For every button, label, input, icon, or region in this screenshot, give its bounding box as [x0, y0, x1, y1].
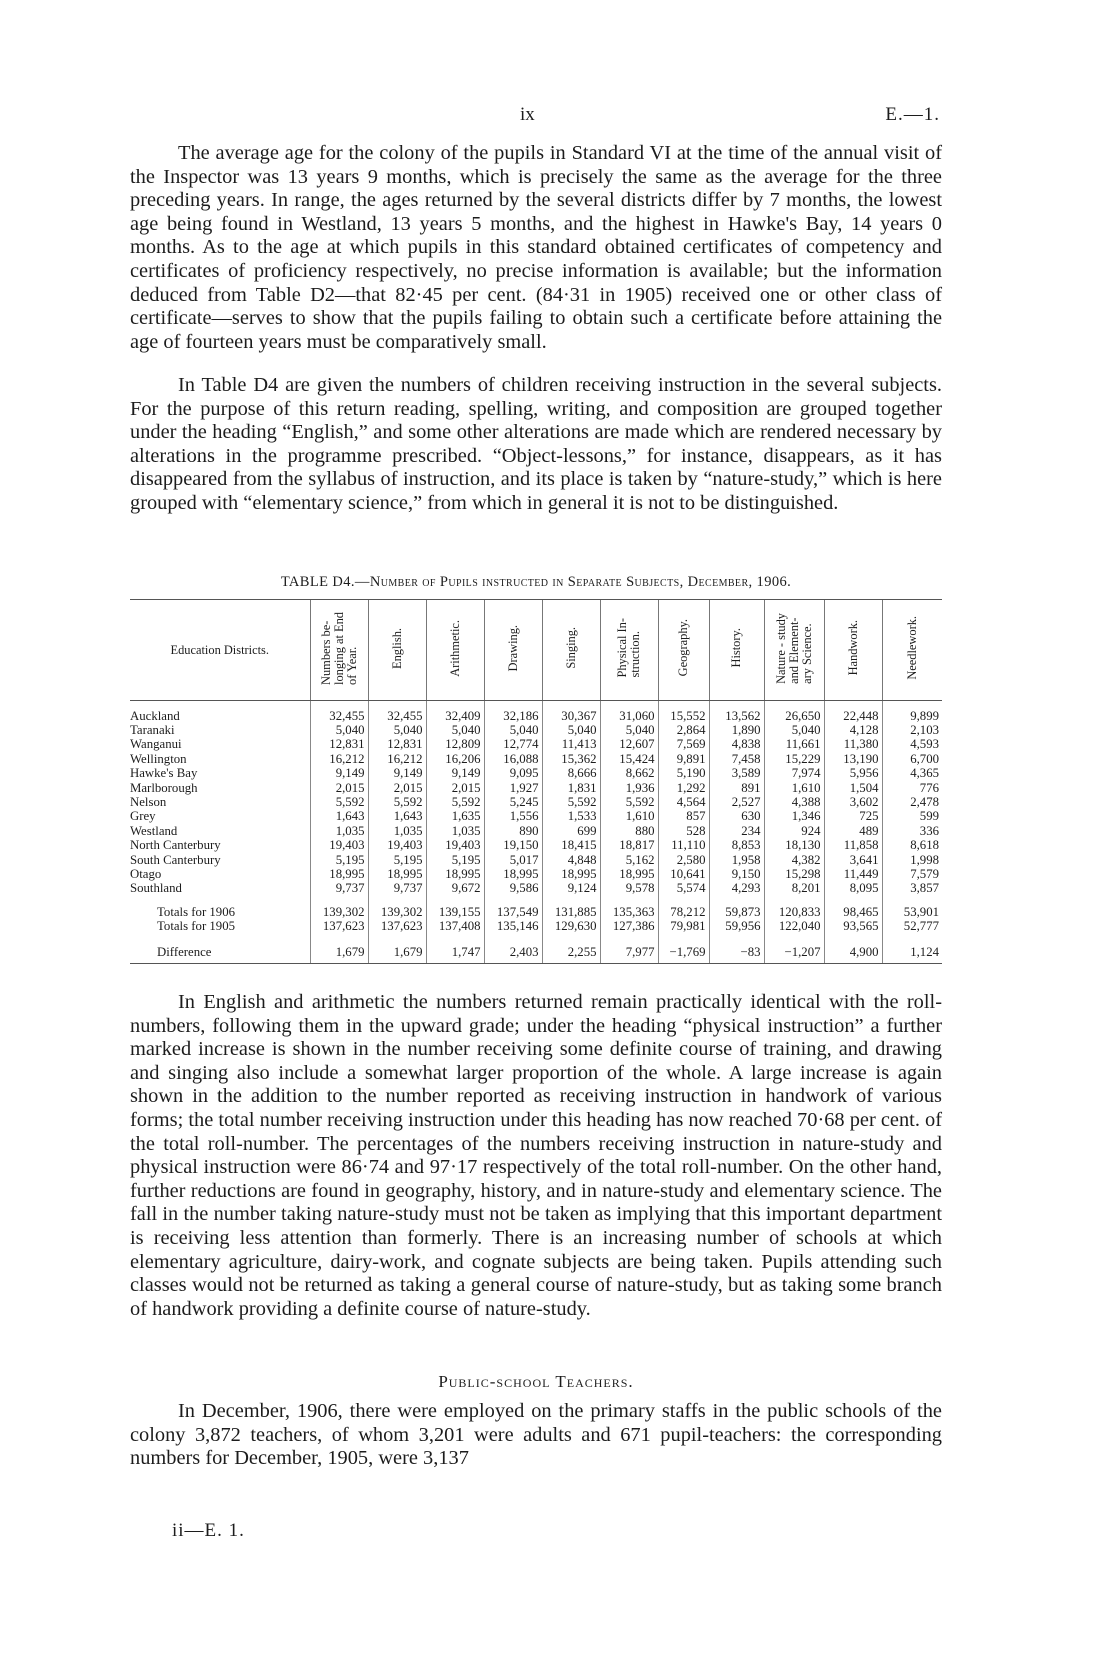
table-cell: 8,662: [600, 766, 658, 780]
table-cell: 5,017: [484, 853, 542, 867]
table-cell: 890: [484, 824, 542, 838]
table-cell: 13,190: [824, 752, 882, 766]
table-cell: −83: [709, 943, 764, 964]
table-cell: 4,365: [882, 766, 942, 780]
table-cell: 78,212: [658, 905, 709, 919]
table-cell: 6,700: [882, 752, 942, 766]
table-cell: 1,504: [824, 781, 882, 795]
table-cell: 7,579: [882, 867, 942, 881]
table-cell: 5,245: [484, 795, 542, 809]
table-cell: 336: [882, 824, 942, 838]
table-cell: 26,650: [764, 709, 824, 723]
table-cell: 59,873: [709, 905, 764, 919]
table-cell: 16,206: [426, 752, 484, 766]
row-label: Difference: [130, 943, 310, 964]
table-cell: 12,831: [368, 737, 426, 751]
table-cell: 32,186: [484, 709, 542, 723]
column-header: Singing.: [542, 600, 600, 701]
table-cell: 129,630: [542, 919, 600, 933]
table-cell: 15,362: [542, 752, 600, 766]
spacer-cell: [368, 701, 426, 709]
table-cell: 120,833: [764, 905, 824, 919]
table-cell: 1,890: [709, 723, 764, 737]
row-label: Wanganui: [130, 737, 182, 752]
table-cell: 4,128: [824, 723, 882, 737]
row-label: Wellington: [130, 751, 187, 766]
table-cell: 1,643: [368, 809, 426, 823]
table-cell: 15,552: [658, 709, 709, 723]
table-cell: 5,040: [426, 723, 484, 737]
paragraph-text: In December, 1906, there were employed on the primary staffs in the public schools of the colony 3,872 teachers, of whom 3,201 were adults and 671 pupil-teachers: the corresponding numbers for December, 1905, were 3,137: [130, 1400, 942, 1470]
table-cell: 1,035: [368, 824, 426, 838]
table-cell: 32,455: [368, 709, 426, 723]
table-cell: 4,848: [542, 853, 600, 867]
table-cell: 9,891: [658, 752, 709, 766]
spacer-cell: [709, 701, 764, 709]
table-cell: 528: [658, 824, 709, 838]
table-cell: 5,956: [824, 766, 882, 780]
column-header: Drawing.: [484, 600, 542, 701]
table-cell: 30,367: [542, 709, 600, 723]
row-label: Southland: [130, 881, 182, 896]
table-cell: −1,207: [764, 943, 824, 964]
table-cell: 776: [882, 781, 942, 795]
table-cell: 18,995: [600, 867, 658, 881]
table-cell: 8,618: [882, 838, 942, 852]
paragraph-text: In English and arithmetic the numbers returned remain practically identical with the roll-numbers, following them in the upward grade; under the heading “physical instruction” a further marked increase is shown in the number receiving some definite course of training, and drawing and singing also include a somewhat larger proportion of the whole. A large increase is again shown in the addition to the number reported as receiving instruction in handwork of various forms; the total number receiving instruction under this heading has now reached 70·68 per cent. of the total roll-number. The percentages of the numbers receiving instruction in nature-study and physical instruction were 86·74 and 97·17 respectively of the total roll-number. On the other hand, further reductions are found in geography, history, and in nature-study and elementary science. The fall in the number taking nature-study must not be taken as implying that this important department is receiving less attention than formerly. There is an increasing number of schools at which elementary agriculture, dairy-work, and cognate subjects are being taken. Pupils attending such classes would not be returned as taking a general course of nature-study, but as taking some branch of handwork providing a definite course of nature-study.: [130, 991, 942, 1320]
table-cell: 3,602: [824, 795, 882, 809]
table-cell: 5,592: [368, 795, 426, 809]
table-cell: 5,040: [600, 723, 658, 737]
table-cell: 9,586: [484, 881, 542, 895]
table-cell: 2,255: [542, 943, 600, 964]
table-cell: 1,346: [764, 809, 824, 823]
row-label: Westland: [130, 823, 178, 838]
table-cell: 5,592: [600, 795, 658, 809]
table-cell: 122,040: [764, 919, 824, 933]
table-cell: 3,641: [824, 853, 882, 867]
table-cell: 924: [764, 824, 824, 838]
row-label: Marlborough: [130, 780, 198, 795]
table-cell: 11,449: [824, 867, 882, 881]
spacer-cell: [764, 896, 824, 905]
table-cell: 2,527: [709, 795, 764, 809]
table-cell: 1,556: [484, 809, 542, 823]
table-cell: 8,201: [764, 881, 824, 895]
table-cell: 32,409: [426, 709, 484, 723]
table-cell: 98,465: [824, 905, 882, 919]
table-cell: 13,562: [709, 709, 764, 723]
table-cell: 15,424: [600, 752, 658, 766]
table-cell: 489: [824, 824, 882, 838]
table-cell: 3,857: [882, 881, 942, 895]
spacer-cell: [764, 701, 824, 709]
table-cell: 31,060: [600, 709, 658, 723]
district-row: [130, 781, 942, 795]
paragraph-table-intro: [130, 374, 942, 516]
table-cell: 15,298: [764, 867, 824, 881]
table-cell: 137,623: [310, 919, 368, 933]
table-cell: 630: [709, 809, 764, 823]
table-cell: 8,095: [824, 881, 882, 895]
spacer-cell: [709, 934, 764, 943]
table-cell: 2,580: [658, 853, 709, 867]
column-header: Numbers be- longing at End of Year.: [310, 600, 368, 701]
table-cell: 9,124: [542, 881, 600, 895]
row-label: Hawke's Bay: [130, 766, 198, 781]
table-cell: 2,015: [426, 781, 484, 795]
table-cell: 139,302: [310, 905, 368, 919]
table-caption-title: Number of Pupils instructed in Separate Subjects, December, 1906.: [369, 574, 792, 590]
table-cell: 18,995: [310, 867, 368, 881]
table-cell: 12,607: [600, 737, 658, 751]
spacer-cell: [764, 934, 824, 943]
table-cell: 19,403: [310, 838, 368, 852]
table-cell: 1,831: [542, 781, 600, 795]
table-cell: 59,956: [709, 919, 764, 933]
table-cell: 4,838: [709, 737, 764, 751]
spacer-cell: [882, 896, 942, 905]
table-cell: 1,958: [709, 853, 764, 867]
subjects-table: [130, 599, 942, 964]
table-cell: 9,737: [368, 881, 426, 895]
table-cell: 5,195: [426, 853, 484, 867]
table-cell: 79,981: [658, 919, 709, 933]
row-label: North Canterbury: [130, 838, 221, 853]
table-cell: 139,155: [426, 905, 484, 919]
table-cell: 9,578: [600, 881, 658, 895]
paragraph-table-discussion: [130, 991, 942, 1321]
section-heading: Public-school Teachers.: [438, 1372, 634, 1391]
table-body: [130, 701, 942, 964]
table-cell: 4,564: [658, 795, 709, 809]
table-cell: 9,150: [709, 867, 764, 881]
row-label: Nelson: [130, 794, 167, 809]
table-cell: 4,382: [764, 853, 824, 867]
document-reference: E.—1.: [885, 104, 940, 125]
spacer-row: [130, 701, 942, 709]
table-cell: 18,415: [542, 838, 600, 852]
table-cell: 11,110: [658, 838, 709, 852]
table-cell: 16,212: [310, 752, 368, 766]
table-cell: 1,035: [426, 824, 484, 838]
spacer-cell: [426, 934, 484, 943]
paragraph-text: In Table D4 are given the numbers of children receiving instruction in the several subjects. For the purpose of this return reading, spelling, writing, and composition are grouped together under the heading “English,” and some other alterations are made which are rendered necessary by alterations in the programme prescribed. “Object-lessons,” for instance, disappears, as it has disappeared from the syllabus of instruction, and its place is taken by “nature-study,” which is here grouped with “elementary science,” from which in general it is not to be distinguished.: [130, 374, 942, 514]
district-row: [130, 723, 942, 737]
spacer-cell: [824, 701, 882, 709]
page-number: ix: [520, 104, 535, 125]
row-label: Grey: [130, 809, 156, 824]
table-cell: 11,858: [824, 838, 882, 852]
table-cell: 5,040: [310, 723, 368, 737]
table-cell: 725: [824, 809, 882, 823]
table-cell: 4,388: [764, 795, 824, 809]
table-cell: 2,103: [882, 723, 942, 737]
table-cell: 18,995: [542, 867, 600, 881]
table-cell: 2,864: [658, 723, 709, 737]
table-cell: 15,229: [764, 752, 824, 766]
table-cell: 1,610: [600, 809, 658, 823]
totals-row: [130, 905, 942, 919]
district-row: [130, 709, 942, 723]
table-cell: 9,737: [310, 881, 368, 895]
table-cell: 5,190: [658, 766, 709, 780]
table-cell: 53,901: [882, 905, 942, 919]
table-cell: 18,817: [600, 838, 658, 852]
table-cell: 7,974: [764, 766, 824, 780]
row-label: Auckland: [130, 708, 180, 723]
table-cell: 5,592: [426, 795, 484, 809]
table-caption-prefix: TABLE D4.—: [280, 574, 370, 590]
district-row: [130, 867, 942, 881]
spacer-cell: [542, 934, 600, 943]
table-cell: 880: [600, 824, 658, 838]
table-cell: 1,610: [764, 781, 824, 795]
row-label: Totals for 1906: [157, 904, 236, 919]
table-cell: 93,565: [824, 919, 882, 933]
district-row: [130, 752, 942, 766]
spacer-cell: [824, 896, 882, 905]
paragraph-teachers: [130, 1400, 942, 1471]
table-cell: 139,302: [368, 905, 426, 919]
table-cell: 2,403: [484, 943, 542, 964]
table-cell: 8,666: [542, 766, 600, 780]
row-label: Totals for 1905: [157, 919, 236, 934]
spacer-cell: [882, 934, 942, 943]
spacer-cell: [130, 934, 310, 943]
spacer-cell: [658, 896, 709, 905]
table-cell: 127,386: [600, 919, 658, 933]
column-header: Arithmetic.: [426, 600, 484, 701]
table-cell: 52,777: [882, 919, 942, 933]
spacer-cell: [484, 934, 542, 943]
table-cell: 7,458: [709, 752, 764, 766]
spacer-cell: [368, 896, 426, 905]
table-cell: 1,927: [484, 781, 542, 795]
spacer-cell: [426, 896, 484, 905]
column-header: History.: [709, 600, 764, 701]
table-cell: 699: [542, 824, 600, 838]
district-row: [130, 838, 942, 852]
spacer-cell: [426, 701, 484, 709]
table-cell: 16,212: [368, 752, 426, 766]
table-cell: 234: [709, 824, 764, 838]
table-cell: 5,040: [542, 723, 600, 737]
table-cell: 137,549: [484, 905, 542, 919]
difference-row: [130, 943, 942, 964]
table-cell: 9,672: [426, 881, 484, 895]
column-header: Needlework.: [882, 600, 942, 701]
spacer-cell: [130, 896, 310, 905]
table-cell: −1,769: [658, 943, 709, 964]
table-cell: 12,831: [310, 737, 368, 751]
table-cell: 1,998: [882, 853, 942, 867]
row-label: Otago: [130, 866, 162, 881]
spacer-cell: [310, 701, 368, 709]
table-cell: 5,592: [310, 795, 368, 809]
table-cell: 11,380: [824, 737, 882, 751]
table-cell: 18,995: [484, 867, 542, 881]
district-row: [130, 824, 942, 838]
table-cell: 599: [882, 809, 942, 823]
table-cell: 135,363: [600, 905, 658, 919]
paragraph-text: The average age for the colony of the pupils in Standard VI at the time of the annual visit of the Inspector was 13 years 9 months, which is precisely the same as the average for the three preceding years. In range, the ages returned by the several districts differ by 7 months, the lowest age being found in Westland, 13 years 5 months, and the highest in Hawke's Bay, 14 years 0 months. As to the age at which pupils in this standard obtained certificates of competency and certificates of proficiency respectively, no precise information is available; but the information deduced from Table D2—that 82·45 per cent. (84·31 in 1905) received one or other class of certificate—serves to show that the pupils failing to obtain such a certificate before attaining the age of fourteen years must be comparatively small.: [130, 142, 942, 353]
table-cell: 3,589: [709, 766, 764, 780]
page-footer: ii—E. 1.: [172, 1520, 245, 1541]
table-cell: 1,124: [882, 943, 942, 964]
table-cell: 2,015: [368, 781, 426, 795]
page-header: [130, 104, 940, 128]
table-cell: 1,679: [310, 943, 368, 964]
table-cell: 19,403: [426, 838, 484, 852]
table-cell: 18,130: [764, 838, 824, 852]
paragraph-average-age: [130, 142, 942, 354]
table-cell: 1,533: [542, 809, 600, 823]
table-cell: 137,408: [426, 919, 484, 933]
table-cell: 22,448: [824, 709, 882, 723]
totals-row: [130, 919, 942, 933]
table-header-row: [130, 600, 942, 701]
district-row: [130, 853, 942, 867]
column-header: Handwork.: [824, 600, 882, 701]
district-row: [130, 737, 942, 751]
table-cell: 32,455: [310, 709, 368, 723]
table-cell: 4,593: [882, 737, 942, 751]
table-cell: 4,293: [709, 881, 764, 895]
spacer-cell: [882, 701, 942, 709]
row-label: Taranaki: [130, 722, 175, 737]
table-cell: 9,149: [368, 766, 426, 780]
table-cell: 1,035: [310, 824, 368, 838]
table-cell: 5,040: [368, 723, 426, 737]
spacer-cell: [484, 896, 542, 905]
table-cell: 16,088: [484, 752, 542, 766]
spacer-cell: [600, 896, 658, 905]
table-cell: 9,095: [484, 766, 542, 780]
table-cell: 5,040: [764, 723, 824, 737]
table-cell: 1,643: [310, 809, 368, 823]
table-cell: 5,574: [658, 881, 709, 895]
spacer-cell: [484, 701, 542, 709]
table-cell: 18,995: [426, 867, 484, 881]
table-cell: 11,413: [542, 737, 600, 751]
table-cell: 8,853: [709, 838, 764, 852]
table-cell: 135,146: [484, 919, 542, 933]
table-cell: 5,195: [310, 853, 368, 867]
table-cell: 1,747: [426, 943, 484, 964]
table-cell: 1,936: [600, 781, 658, 795]
table-cell: 9,149: [310, 766, 368, 780]
table-cell: 11,661: [764, 737, 824, 751]
table-cell: 19,150: [484, 838, 542, 852]
table-cell: 5,195: [368, 853, 426, 867]
spacer-cell: [658, 934, 709, 943]
table-cell: 9,899: [882, 709, 942, 723]
table-cell: 5,592: [542, 795, 600, 809]
column-header: English.: [368, 600, 426, 701]
spacer-cell: [130, 701, 310, 709]
spacer-cell: [824, 934, 882, 943]
table-cell: 9,149: [426, 766, 484, 780]
table-cell: 19,403: [368, 838, 426, 852]
table-cell: 10,641: [658, 867, 709, 881]
table-cell: 891: [709, 781, 764, 795]
table-cell: 2,478: [882, 795, 942, 809]
table-caption: [130, 574, 942, 591]
row-label: South Canterbury: [130, 852, 221, 867]
spacer-cell: [310, 934, 368, 943]
spacer-cell: [658, 701, 709, 709]
district-row: [130, 766, 942, 780]
spacer-cell: [542, 701, 600, 709]
spacer-row: [130, 934, 942, 943]
table-cell: 12,774: [484, 737, 542, 751]
table-cell: 7,977: [600, 943, 658, 964]
table-cell: 4,900: [824, 943, 882, 964]
spacer-cell: [709, 896, 764, 905]
spacer-row: [130, 896, 942, 905]
table-cell: 137,623: [368, 919, 426, 933]
district-row: [130, 809, 942, 823]
table-cell: 1,635: [426, 809, 484, 823]
column-header: Nature - study and Element- ary Science.: [764, 600, 824, 701]
table-cell: 1,679: [368, 943, 426, 964]
spacer-cell: [310, 896, 368, 905]
table-cell: 18,995: [368, 867, 426, 881]
table-cell: 857: [658, 809, 709, 823]
column-header: Physical In- struction.: [600, 600, 658, 701]
table-cell: 12,809: [426, 737, 484, 751]
spacer-cell: [368, 934, 426, 943]
table-cell: 5,040: [484, 723, 542, 737]
table-cell: 5,162: [600, 853, 658, 867]
spacer-cell: [542, 896, 600, 905]
column-header-district: Education Districts.: [130, 600, 310, 701]
district-row: [130, 881, 942, 895]
spacer-cell: [600, 701, 658, 709]
table-cell: 131,885: [542, 905, 600, 919]
table-cell: 1,292: [658, 781, 709, 795]
column-header: Geography.: [658, 600, 709, 701]
table-cell: 2,015: [310, 781, 368, 795]
spacer-cell: [600, 934, 658, 943]
district-row: [130, 795, 942, 809]
table-cell: 7,569: [658, 737, 709, 751]
